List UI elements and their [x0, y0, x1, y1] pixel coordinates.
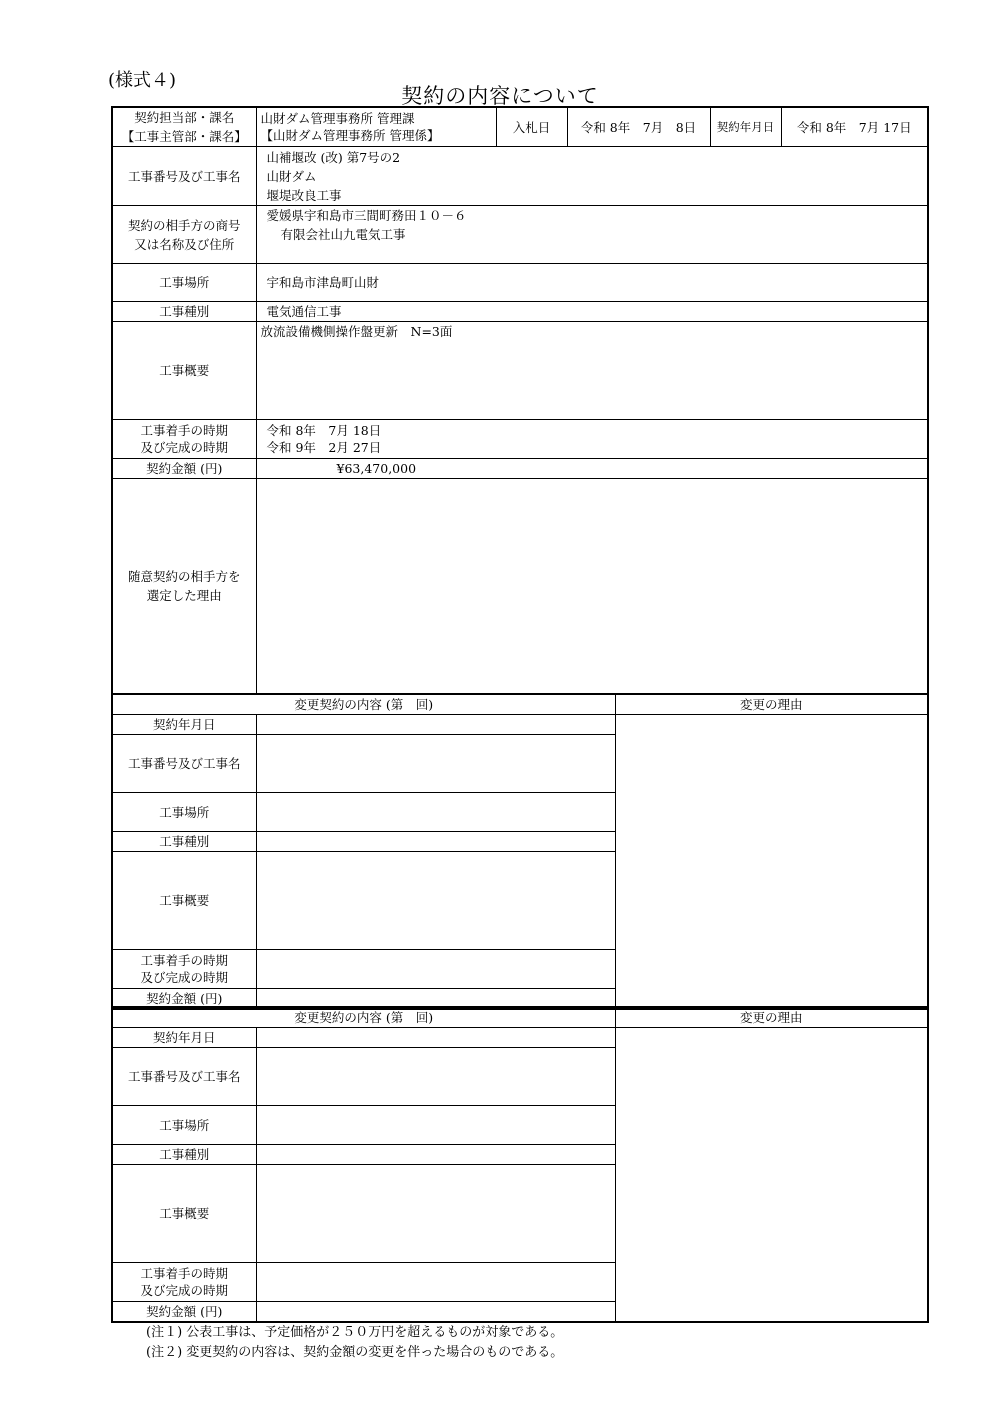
period-label: 工事着手の時期 及び完成の時期: [112, 420, 256, 459]
page-title: 契約の内容について: [401, 84, 599, 108]
summary-value: 放流設備機側操作盤更新 N=3面: [256, 322, 928, 420]
change-work-no-label: 工事番号及び工事名: [112, 735, 256, 793]
change-contract-date-value: [256, 715, 615, 735]
change-contract-date-value: [256, 1028, 615, 1048]
change-summary-value: [256, 1165, 615, 1263]
change-reason-value: [615, 1028, 928, 1323]
contract-table: [111, 106, 929, 695]
amount-value: ¥63,470,000: [256, 459, 928, 479]
change-place-value: [256, 1106, 615, 1145]
change-reason-header: 変更の理由: [615, 694, 928, 715]
form-number: (様式４): [108, 70, 177, 91]
change-work-no-value: [256, 1048, 615, 1106]
contract-date-label: 契約年月日: [710, 107, 781, 147]
change-amount-label: 契約金額 (円): [112, 989, 256, 1010]
change-summary-value: [256, 852, 615, 950]
change-table-2: [111, 1006, 929, 1323]
change-amount-value: [256, 1302, 615, 1323]
change-period-label: 工事着手の時期 及び完成の時期: [112, 1263, 256, 1302]
change-period-value: [256, 1263, 615, 1302]
work-no-label: 工事番号及び工事名: [112, 147, 256, 206]
party-address: 愛媛県宇和島市三間町務田１０－６: [266, 208, 467, 223]
change-header: 変更契約の内容 (第 回): [112, 1007, 615, 1028]
type-value: 電気通信工事: [256, 302, 928, 322]
change-contract-date-label: 契約年月日: [112, 1028, 256, 1048]
party-value: [256, 206, 928, 264]
place-value: 宇和島市津島町山財: [256, 264, 928, 302]
reason-label: 随意契約の相手方を 選定した理由: [112, 479, 256, 694]
change-summary-label: 工事概要: [112, 852, 256, 950]
change-contract-date-label: 契約年月日: [112, 715, 256, 735]
change-place-label: 工事場所: [112, 1106, 256, 1145]
change-amount-label: 契約金額 (円): [112, 1302, 256, 1323]
change-header: 変更契約の内容 (第 回): [112, 694, 615, 715]
dept-value: 山財ダム管理事務所 管理課 【山財ダム管理事務所 管理係】: [256, 107, 496, 147]
change-type-label: 工事種別: [112, 832, 256, 852]
reason-value: [256, 479, 928, 694]
party-label: 契約の相手方の商号 又は名称及び住所: [112, 206, 256, 264]
change-reason-value: [615, 715, 928, 1010]
party-name: 有限会社山九電気工事: [280, 227, 406, 242]
change-reason-header: 変更の理由: [615, 1007, 928, 1028]
change-type-value: [256, 832, 615, 852]
change-period-label: 工事着手の時期 及び完成の時期: [112, 950, 256, 989]
dept-label: 契約担当部・課名 【工事主管部・課名】: [112, 107, 256, 147]
summary-label: 工事概要: [112, 322, 256, 420]
period-value: 令和 8年 7月 18日 令和 9年 2月 27日: [256, 420, 928, 459]
change-summary-label: 工事概要: [112, 1165, 256, 1263]
change-work-no-label: 工事番号及び工事名: [112, 1048, 256, 1106]
amount-label: 契約金額 (円): [112, 459, 256, 479]
change-period-value: [256, 950, 615, 989]
type-label: 工事種別: [112, 302, 256, 322]
note-2: (注２) 変更契約の内容は、契約金額の変更を伴った場合のものである。: [146, 1345, 564, 1360]
place-label: 工事場所: [112, 264, 256, 302]
change-place-value: [256, 793, 615, 832]
bid-date-label: 入札日: [496, 107, 567, 147]
change-work-no-value: [256, 735, 615, 793]
contract-date-value: 令和 8年 7月 17日: [781, 107, 928, 147]
note-1: (注１) 公表工事は、予定価格が２５０万円を超えるものが対象である。: [146, 1325, 564, 1340]
change-place-label: 工事場所: [112, 793, 256, 832]
change-type-value: [256, 1145, 615, 1165]
work-no-value: 山補堰改 (改) 第7号の2 山財ダム 堰堤改良工事: [256, 147, 928, 206]
change-table-1: [111, 693, 929, 1010]
bid-date-value: 令和 8年 7月 8日: [567, 107, 710, 147]
change-type-label: 工事種別: [112, 1145, 256, 1165]
